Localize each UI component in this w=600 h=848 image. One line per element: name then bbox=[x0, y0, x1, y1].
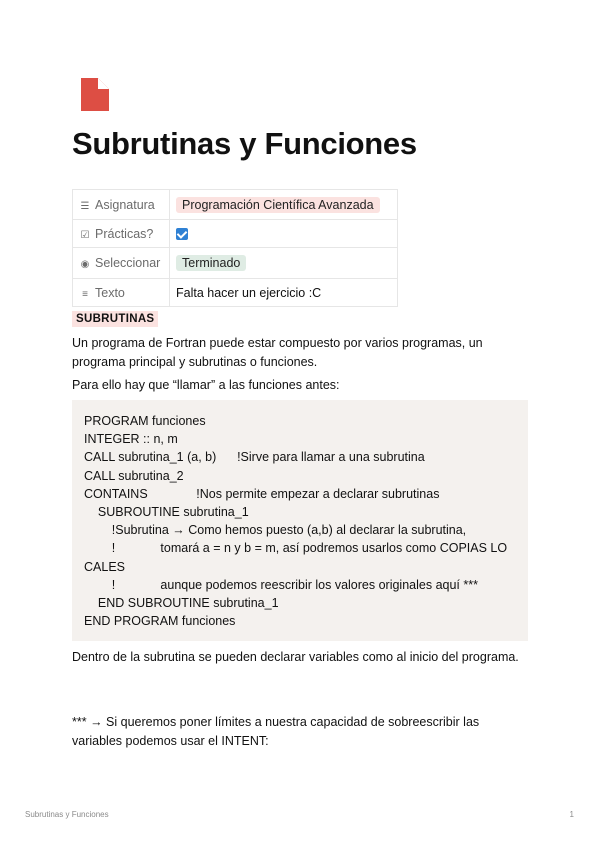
properties-table bbox=[72, 189, 398, 307]
code-line: END SUBROUTINE subrutina_1 bbox=[84, 596, 279, 611]
checkbox-icon: ☑ bbox=[80, 229, 90, 241]
code-line: CONTAINS !Nos permite empezar a declarar subrutinas bbox=[84, 486, 440, 501]
text-value[interactable]: Falta hacer un ejercicio :C bbox=[170, 279, 398, 307]
code-line: !Subrutina → Como hemos puesto (a,b) al declarar la subrutina, bbox=[84, 523, 467, 538]
code-block bbox=[72, 400, 528, 641]
list-icon: ☰ bbox=[80, 200, 90, 212]
page-number: 1 bbox=[569, 810, 574, 819]
property-key: Texto bbox=[95, 285, 125, 300]
select-icon: ◉ bbox=[80, 259, 90, 270]
property-row bbox=[73, 190, 398, 220]
code-line: CALL subrutina_2 bbox=[84, 468, 184, 483]
code-line: CALL subrutina_1 (a, b) !Sirve para llamar a una subrutina bbox=[84, 450, 425, 465]
footer-title: Subrutinas y Funciones bbox=[25, 810, 109, 819]
text-icon: ≡ bbox=[82, 288, 88, 300]
paragraph-intent: *** → Si queremos poner límites a nuestra capacidad de sobreescribir las variables podemos usar el INTENT: bbox=[72, 715, 480, 748]
status-tag[interactable]: Terminado bbox=[176, 255, 246, 271]
property-key: Seleccionar bbox=[95, 256, 161, 270]
page-title: Subrutinas y Funciones bbox=[72, 126, 417, 161]
code-line: PROGRAM funciones bbox=[84, 414, 206, 428]
code-line: END PROGRAM funciones bbox=[84, 614, 236, 629]
code-line: ! aunque podemos reescribir los valores originales aquí *** bbox=[84, 577, 478, 592]
section-heading: SUBRUTINAS bbox=[72, 311, 158, 327]
paragraph-intro: Un programa de Fortran puede estar compuesto por varios programas, un programa principal y subrutinas o funciones. bbox=[72, 336, 483, 369]
subject-tag[interactable]: Programación Científica Avanzada bbox=[176, 197, 380, 213]
property-key: Asignatura bbox=[95, 197, 155, 212]
property-row bbox=[73, 248, 398, 279]
code-line: ! tomará a = n y b = m, así podremos usarlos como COPIAS LOCALES bbox=[84, 541, 508, 574]
practicas-checkbox[interactable] bbox=[176, 228, 188, 240]
paragraph-call: Para ello hay que “llamar” a las funciones antes: bbox=[72, 378, 340, 392]
property-row bbox=[73, 220, 398, 248]
document-icon bbox=[81, 78, 109, 111]
property-key: Prácticas? bbox=[95, 226, 154, 241]
code-line: SUBROUTINE subrutina_1 bbox=[84, 505, 249, 520]
property-row bbox=[73, 279, 398, 307]
paragraph-variables: Dentro de la subrutina se pueden declarar variables como al inicio del programa. bbox=[72, 650, 519, 664]
code-line: INTEGER :: n, m bbox=[84, 432, 178, 447]
